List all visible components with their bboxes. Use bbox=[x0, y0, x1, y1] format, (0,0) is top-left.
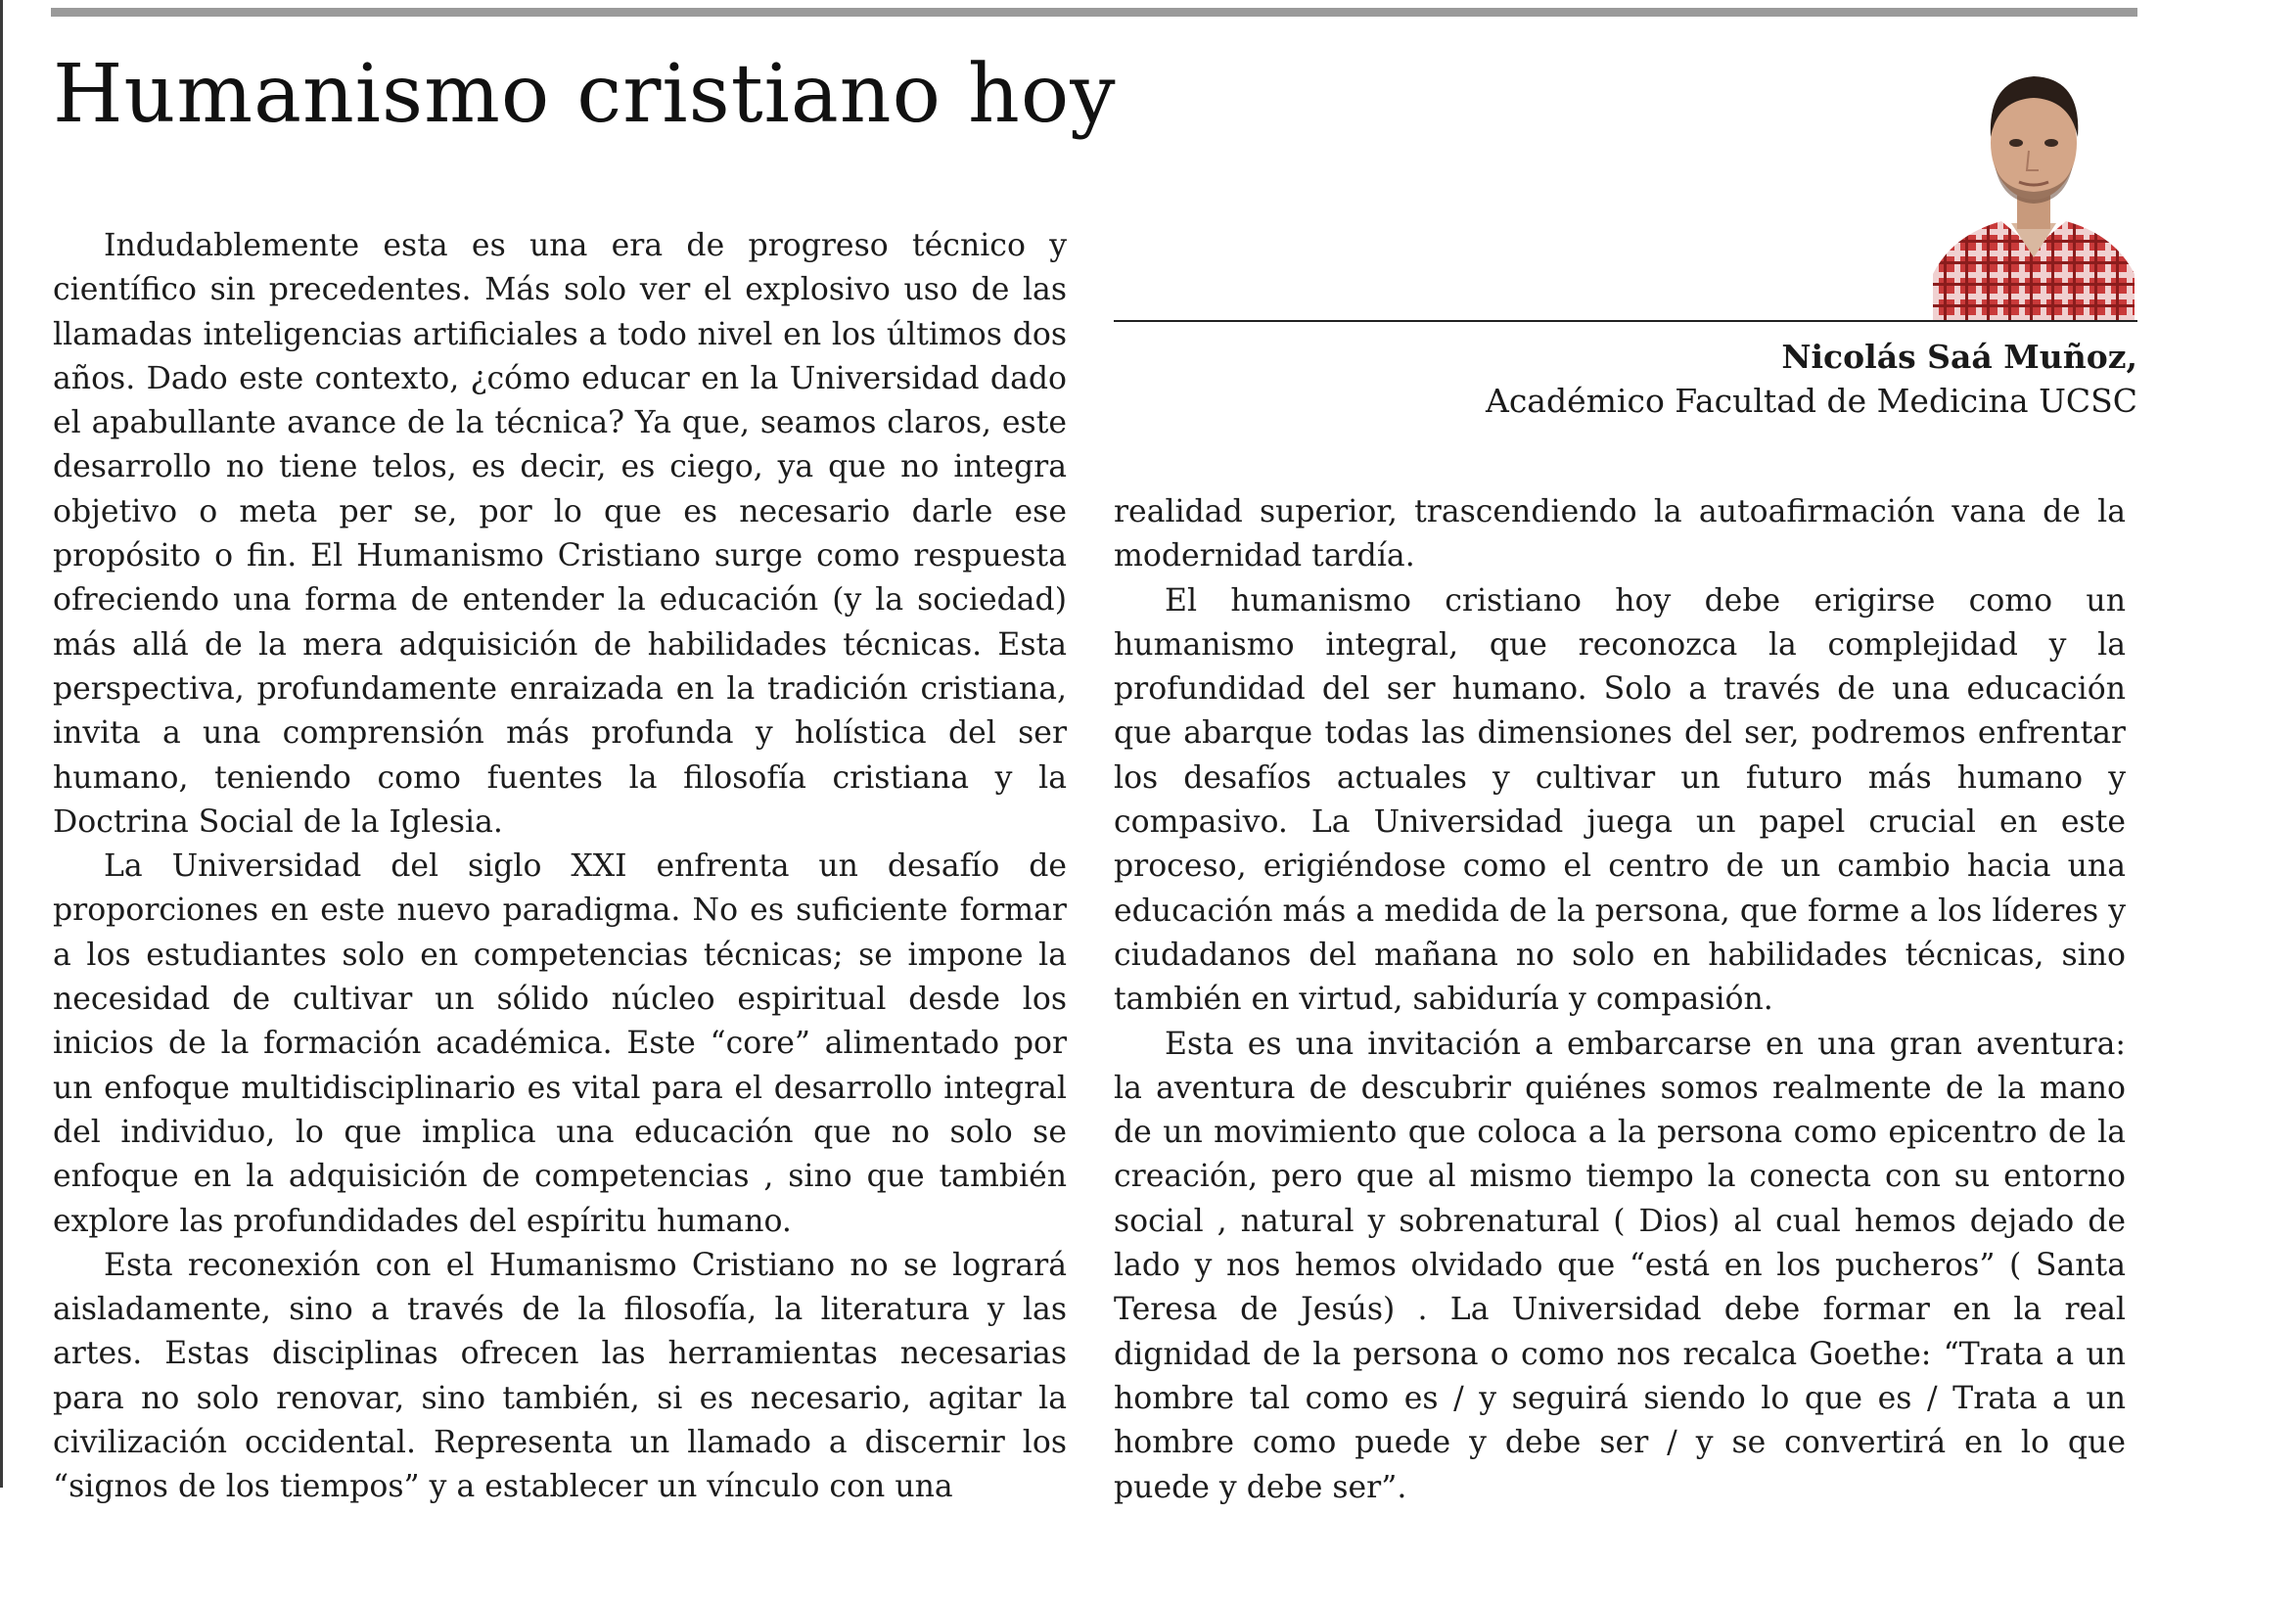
header-rule bbox=[51, 8, 2137, 17]
author-name: Nicolás Saá Muñoz, bbox=[1781, 338, 2137, 376]
page-edge-rule bbox=[0, 0, 3, 1488]
article-paragraph: Esta es una invitación a embarcarse en una gran aventura: la aventura de descubrir quiénes somos realmente de la mano de un movimiento que coloca a la persona como epicentro de la creación, pero que al mismo tiempo la conecta con su entorno social , natural y sobrenatural ( Dios) al cual hemos dejado de lado y nos hemos olvidado que “está en los pucheros” ( Santa Teresa de Jesús) . La Universidad debe formar en la real dignidad de la persona o como nos recalca Goethe: “Trata a un hombre tal como es / y seguirá siendo lo que es / Trata a un hombre como puede y debe ser / y se convertirá en lo que puede y debe ser”. bbox=[1114, 1026, 2126, 1505]
article-paragraph: La Universidad del siglo XXI enfrenta un desafío de proporciones en este nuevo paradigma. No es suficiente formar a los estudiantes solo en competencias técnicas; se impone la necesidad de cultivar un sólido núcleo espiritual desde los inicios de la formación académica. Este “core” alimentado por un enfoque multidisciplinario es vital para el desarrollo integral del individuo, lo que implica una educación que no solo se enfoque en la adquisición de competencias , sino que también explore las profundidades del espíritu humano. bbox=[53, 849, 1067, 1239]
article-column-left bbox=[53, 224, 1067, 1510]
article-column-right bbox=[1114, 490, 2126, 1510]
article-paragraph: Esta reconexión con el Humanismo Cristiano no se logrará aisladamente, sino a través de la filosofía, la literatura y las artes. Estas disciplinas ofrecen las herramientas necesarias para no solo renovar, sino también, si es necesario, agitar la civilización occidental. Representa un llamado a discernir los “signos de los tiempos” y a establecer un vínculo con una bbox=[53, 1247, 1067, 1505]
article-paragraph-continued: realidad superior, trascendiendo la autoafirmación vana de la modernidad tardía. bbox=[1114, 494, 2126, 574]
author-affiliation: Académico Facultad de Medicina UCSC bbox=[1485, 382, 2137, 420]
article-title: Humanismo cristiano hoy bbox=[53, 48, 1117, 141]
article-paragraph: Indudablemente esta es una era de progreso técnico y científico sin precedentes. Más solo ver el explosivo uso de las llamadas inteligencias artificiales a todo nivel en los últimos dos años. Dado este contexto, ¿cómo educar en la Universidad dado el apabullante avance de la técnica? Ya que, seamos claros, este desarrollo no tiene telos, es decir, es ciego, ya que no integra objetivo o meta per se, por lo que es necesario darle ese propósito o fin. El Humanismo Cristiano surge como respuesta ofreciendo una forma de entender la educación (y la sociedad) más allá de la mera adquisición de habilidades técnicas. Esta perspectiva, profundamente enraizada en la tradición cristiana, invita a una comprensión más profunda y holística del ser humano, teniendo como fuentes la filosofía cristiana y la Doctrina Social de la Iglesia. bbox=[53, 228, 1067, 840]
article-paragraph: El humanismo cristiano hoy debe erigirse como un humanismo integral, que reconozca la complejidad y la profundidad del ser humano. Solo a través de una educación que abarque todas las dimensiones del ser, podremos enfrentar los desafíos actuales y cultivar un futuro más humano y compasivo. La Universidad juega un papel crucial en este proceso, erigiéndose como el centro de un cambio hacia una educación más a medida de la persona, que forme a los líderes y ciudadanos del mañana no solo en habilidades técnicas, sino también en virtud, sabiduría y compasión. bbox=[1114, 582, 2126, 1018]
author-photo bbox=[1933, 57, 2135, 321]
byline-rule bbox=[1114, 320, 2137, 322]
